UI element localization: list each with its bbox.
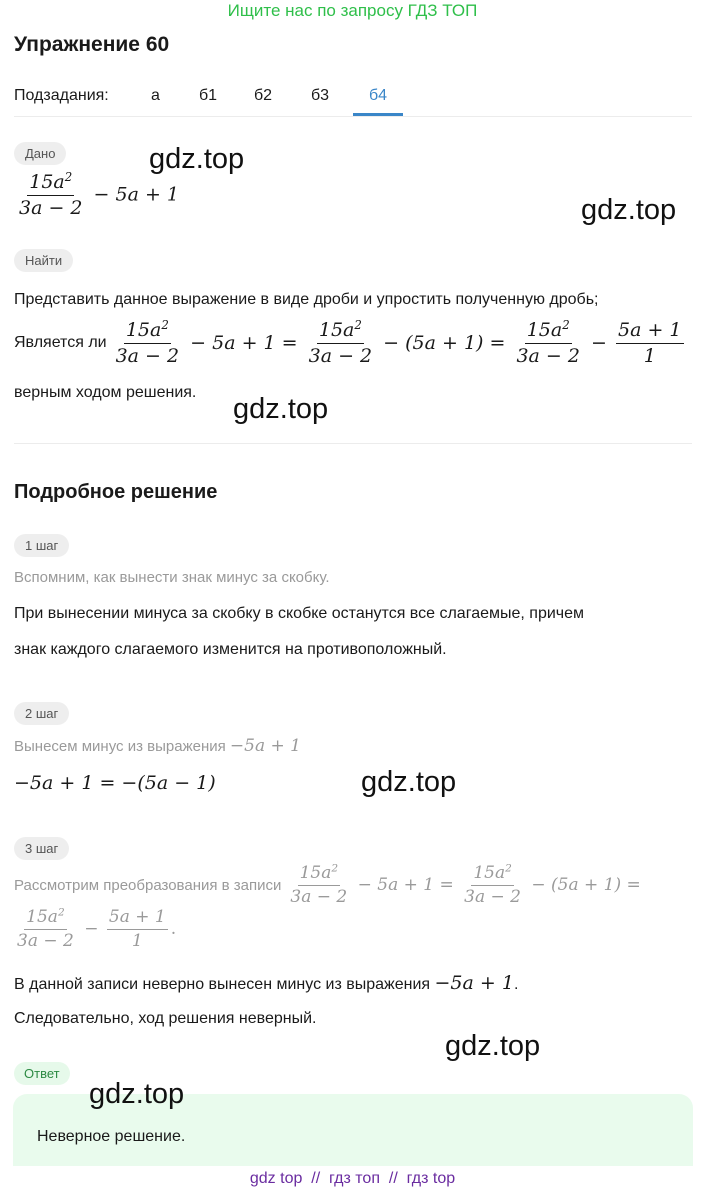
- q-den-1: 3a − 2: [115, 344, 180, 367]
- q-exp-1: 2: [161, 317, 169, 332]
- step3-line1-math: −5a + 1: [434, 972, 514, 994]
- s3-exp-3: 2: [57, 906, 65, 919]
- given-expression: [14, 169, 180, 219]
- step1-line1: При вынесении минуса за скобку в скобке останутся все слагаемые, причем: [14, 605, 585, 622]
- step2-formula: −5a + 1 = −(5a − 1): [14, 772, 216, 794]
- s3-minus: −: [78, 919, 104, 940]
- question-prefix: Является ли: [14, 334, 107, 352]
- promo-banner: Ищите нас по запросу ГДЗ ТОП: [227, 1, 478, 20]
- q-num-3: 15a: [526, 319, 563, 341]
- given-exp: 2: [64, 169, 73, 184]
- tab-b1[interactable]: б1: [199, 87, 218, 104]
- watermark: gdz.top: [445, 1030, 541, 1062]
- s3-part-1: − 5a + 1 =: [352, 875, 460, 896]
- q-exp-3: 2: [562, 317, 570, 332]
- s3-den-4: 1: [131, 930, 143, 951]
- tab-b4[interactable]: б4: [369, 87, 388, 104]
- given-num: 15a: [29, 171, 65, 193]
- section-divider: [14, 443, 692, 444]
- watermark: gdz.top: [149, 143, 245, 175]
- step1-pill: 1 шаг: [14, 534, 69, 557]
- q-num-4: 5a + 1: [616, 320, 684, 344]
- q-den-4: 1: [643, 344, 656, 367]
- tab-b2[interactable]: б2: [254, 87, 273, 104]
- answer-pill: Ответ: [14, 1062, 70, 1085]
- s3-num-3: 15a: [26, 907, 58, 927]
- step2-pill: 2 шаг: [14, 702, 69, 725]
- s3-exp-2: 2: [505, 862, 512, 875]
- step2-hint: Вынесем минус из выражения: [14, 738, 226, 755]
- s3-part-2: − (5a + 1) =: [525, 875, 647, 896]
- s3-num-1: 15a: [299, 863, 332, 883]
- question-suffix: верным ходом решения.: [14, 384, 197, 401]
- q-part-1: − 5a + 1 =: [184, 332, 304, 355]
- tab-b3[interactable]: б3: [311, 87, 330, 104]
- q-num-2: 15a: [318, 319, 355, 341]
- subtasks-label: Подзадания:: [14, 87, 109, 104]
- watermark: gdz.top: [233, 393, 329, 425]
- step2-hint-math: −5a + 1: [229, 736, 301, 756]
- watermark: gdz.top: [581, 194, 677, 226]
- step3-line2: Следовательно, ход решения неверный.: [14, 1010, 317, 1027]
- watermark: gdz.top: [361, 766, 457, 798]
- find-text: Представить данное выражение в виде дроби и упростить полученную дробь;: [14, 291, 599, 308]
- s3-den-3: 3a − 2: [17, 930, 74, 951]
- q-part-2: − (5a + 1) =: [377, 332, 512, 355]
- step3-pill: 3 шаг: [14, 837, 69, 860]
- tabs-divider: [14, 116, 692, 117]
- step3-hint-line: [14, 864, 646, 906]
- step3-line1-end: .: [513, 976, 519, 993]
- q-den-2: 3a − 2: [308, 344, 373, 367]
- q-den-3: 3a − 2: [516, 344, 580, 367]
- question-line: [14, 317, 687, 367]
- step1-hint: Вспомним, как вынести знак минус за скобку.: [14, 569, 330, 586]
- q-minus: −: [584, 332, 613, 355]
- s3-den-2: 3a − 2: [464, 886, 521, 907]
- step1-line2: знак каждого слагаемого изменится на противоположный.: [14, 641, 447, 658]
- watermark: gdz.top: [89, 1078, 185, 1110]
- step3-hint: Рассмотрим преобразования в записи: [14, 876, 282, 894]
- step3-line1-text: В данной записи неверно вынесен минус из выражения: [14, 976, 431, 993]
- s3-num-2: 15a: [473, 863, 506, 883]
- answer-text: Неверное решение.: [37, 1128, 186, 1145]
- step2-hint-line: [14, 736, 301, 756]
- s3-den-1: 3a − 2: [290, 886, 348, 907]
- find-pill: Найти: [14, 249, 73, 272]
- tab-a[interactable]: а: [151, 87, 160, 104]
- solution-heading: Подробное решение: [14, 481, 218, 503]
- given-den: 3a − 2: [19, 196, 83, 219]
- page-title: Упражнение 60: [14, 33, 170, 56]
- s3-exp-1: 2: [331, 862, 339, 875]
- given-rest: − 5a + 1: [87, 183, 180, 206]
- s3-num-4: 5a + 1: [107, 908, 168, 930]
- q-exp-2: 2: [354, 317, 362, 332]
- footer-links[interactable]: gdz top // гдз топ // гдз top: [249, 1170, 456, 1187]
- q-num-1: 15a: [125, 319, 162, 341]
- step3-line1: [14, 972, 518, 994]
- step3-hint-cont: $\frac{15a^2}{3a - 2}$ − $\frac{5a + 1}{1}$ .: [17, 906, 177, 951]
- active-tab-indicator: [353, 113, 403, 116]
- given-pill: Дано: [14, 142, 66, 165]
